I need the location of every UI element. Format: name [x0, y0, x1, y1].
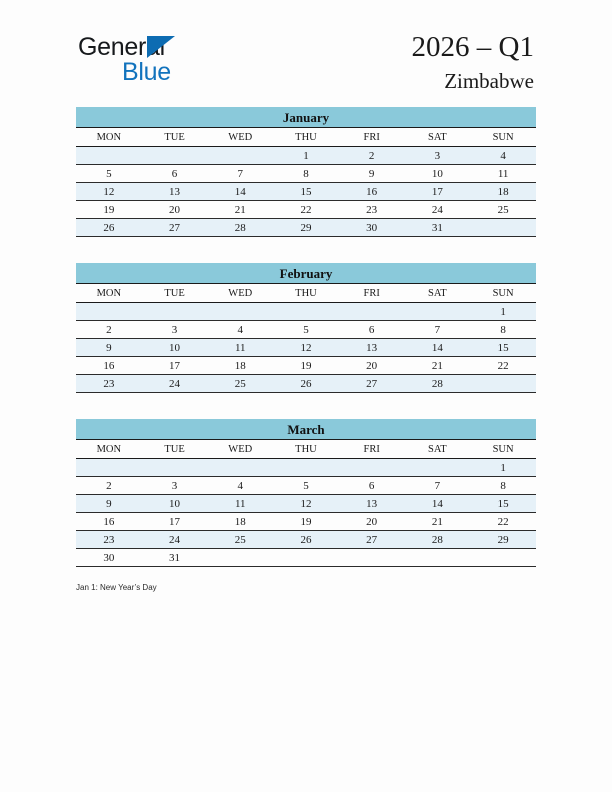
day-cell[interactable]: 31 [142, 549, 208, 567]
day-cell[interactable]: 7 [207, 165, 273, 183]
empty-cell [142, 147, 208, 165]
day-cell[interactable]: 28 [405, 531, 471, 549]
day-cell[interactable]: 4 [470, 147, 536, 165]
weekday-header-wed: WED [207, 284, 273, 303]
day-cell[interactable]: 19 [273, 513, 339, 531]
title-block [412, 30, 534, 95]
empty-cell [273, 303, 339, 321]
day-cell[interactable]: 28 [207, 219, 273, 237]
month-block [76, 263, 536, 393]
day-cell[interactable]: 12 [76, 183, 142, 201]
day-cell[interactable]: 9 [76, 495, 142, 513]
weekday-header-mon: MON [76, 284, 142, 303]
day-cell[interactable]: 9 [76, 339, 142, 357]
day-cell[interactable]: 17 [142, 357, 208, 375]
day-cell[interactable]: 6 [142, 165, 208, 183]
empty-cell [273, 549, 339, 567]
day-cell[interactable]: 16 [76, 513, 142, 531]
weekday-header-sun: SUN [470, 128, 536, 147]
day-cell[interactable]: 25 [470, 201, 536, 219]
day-cell[interactable]: 11 [470, 165, 536, 183]
day-cell[interactable]: 22 [470, 357, 536, 375]
brand-name-general: General [78, 33, 165, 61]
day-cell[interactable]: 22 [273, 201, 339, 219]
day-cell[interactable]: 20 [339, 357, 405, 375]
day-cell[interactable]: 23 [339, 201, 405, 219]
day-cell[interactable]: 9 [339, 165, 405, 183]
day-cell[interactable]: 14 [405, 339, 471, 357]
day-cell[interactable]: 15 [273, 183, 339, 201]
empty-cell [470, 219, 536, 237]
day-cell[interactable]: 13 [339, 495, 405, 513]
empty-cell [207, 459, 273, 477]
day-cell[interactable]: 6 [339, 477, 405, 495]
day-cell[interactable]: 10 [405, 165, 471, 183]
day-cell[interactable]: 3 [405, 147, 471, 165]
day-cell[interactable]: 28 [405, 375, 471, 393]
empty-cell [405, 303, 471, 321]
week-row [76, 303, 536, 321]
empty-cell [273, 459, 339, 477]
day-cell[interactable]: 3 [142, 321, 208, 339]
week-row [76, 531, 536, 549]
day-cell[interactable]: 2 [76, 477, 142, 495]
weekday-header-sun: SUN [470, 284, 536, 303]
weekday-header-fri: FRI [339, 440, 405, 459]
month-title: January [76, 107, 536, 128]
day-cell[interactable]: 26 [76, 219, 142, 237]
month-title: February [76, 263, 536, 284]
calendar-months [76, 107, 536, 593]
day-cell[interactable]: 11 [207, 495, 273, 513]
weekday-header-wed: WED [207, 128, 273, 147]
week-row [76, 165, 536, 183]
day-cell[interactable]: 14 [207, 183, 273, 201]
day-cell[interactable]: 8 [470, 321, 536, 339]
weekday-header-tue: TUE [142, 284, 208, 303]
page-header [0, 0, 612, 100]
weekday-header-fri: FRI [339, 284, 405, 303]
weekday-header-fri: FRI [339, 128, 405, 147]
day-cell[interactable]: 25 [207, 531, 273, 549]
weekday-header-mon: MON [76, 128, 142, 147]
day-cell[interactable]: 21 [207, 201, 273, 219]
day-cell[interactable]: 23 [76, 375, 142, 393]
empty-cell [142, 459, 208, 477]
footnote-item: Jan 1: New Year’s Day [76, 583, 157, 592]
month-grid [76, 440, 536, 567]
empty-cell [339, 459, 405, 477]
day-cell[interactable]: 11 [207, 339, 273, 357]
weekday-header-sat: SAT [405, 128, 471, 147]
triangle-flag-icon [147, 36, 175, 58]
brand-name-blue: Blue [122, 58, 171, 86]
empty-cell [207, 147, 273, 165]
weekday-header-sun: SUN [470, 440, 536, 459]
day-cell[interactable]: 3 [142, 477, 208, 495]
page-title: 2026 – Q1 [411, 31, 534, 63]
month-grid [76, 128, 536, 237]
week-row [76, 201, 536, 219]
weekday-header-row [76, 440, 536, 459]
day-cell[interactable]: 24 [142, 375, 208, 393]
day-cell[interactable]: 8 [470, 477, 536, 495]
weekday-header-sat: SAT [405, 440, 471, 459]
day-cell[interactable]: 31 [405, 219, 471, 237]
day-cell[interactable]: 10 [142, 495, 208, 513]
day-cell[interactable]: 24 [142, 531, 208, 549]
weekday-header-thu: THU [273, 440, 339, 459]
empty-cell [470, 549, 536, 567]
empty-cell [142, 303, 208, 321]
day-cell[interactable]: 29 [470, 531, 536, 549]
month-block [76, 107, 536, 237]
month-block [76, 419, 536, 567]
empty-cell [405, 459, 471, 477]
day-cell[interactable]: 12 [273, 339, 339, 357]
day-cell[interactable]: 1 [470, 459, 536, 477]
weekday-header-row [76, 128, 536, 147]
week-row [76, 459, 536, 477]
day-cell[interactable]: 21 [405, 513, 471, 531]
day-cell[interactable]: 16 [76, 357, 142, 375]
day-cell[interactable]: 25 [207, 375, 273, 393]
empty-cell [405, 549, 471, 567]
empty-cell [76, 303, 142, 321]
footnote-list [76, 582, 536, 594]
day-cell[interactable]: 20 [142, 201, 208, 219]
weekday-header-tue: TUE [142, 128, 208, 147]
day-cell[interactable]: 18 [207, 513, 273, 531]
empty-cell [339, 303, 405, 321]
day-cell[interactable]: 10 [142, 339, 208, 357]
day-cell[interactable]: 26 [273, 531, 339, 549]
day-cell[interactable]: 13 [142, 183, 208, 201]
week-row [76, 219, 536, 237]
day-cell[interactable]: 5 [76, 165, 142, 183]
empty-cell [76, 459, 142, 477]
day-cell[interactable]: 17 [405, 183, 471, 201]
empty-cell [339, 549, 405, 567]
week-row [76, 513, 536, 531]
day-cell[interactable]: 30 [339, 219, 405, 237]
day-cell[interactable]: 5 [273, 477, 339, 495]
month-title: March [76, 419, 536, 440]
day-cell[interactable]: 22 [470, 513, 536, 531]
day-cell[interactable]: 15 [470, 495, 536, 513]
day-cell[interactable]: 24 [405, 201, 471, 219]
day-cell[interactable]: 19 [273, 357, 339, 375]
weekday-header-thu: THU [273, 284, 339, 303]
empty-cell [207, 549, 273, 567]
empty-cell [207, 303, 273, 321]
day-cell[interactable]: 2 [76, 321, 142, 339]
week-row [76, 357, 536, 375]
month-grid [76, 284, 536, 393]
day-cell[interactable]: 16 [339, 183, 405, 201]
day-cell[interactable]: 15 [470, 339, 536, 357]
day-cell[interactable]: 30 [76, 549, 142, 567]
page-subtitle: Zimbabwe [444, 69, 534, 93]
day-cell[interactable]: 4 [207, 477, 273, 495]
weekday-header-mon: MON [76, 440, 142, 459]
day-cell[interactable]: 7 [405, 477, 471, 495]
weekday-header-sat: SAT [405, 284, 471, 303]
day-cell[interactable]: 18 [207, 357, 273, 375]
day-cell[interactable]: 27 [142, 219, 208, 237]
week-row [76, 147, 536, 165]
day-cell[interactable]: 19 [76, 201, 142, 219]
day-cell[interactable]: 18 [470, 183, 536, 201]
week-row [76, 495, 536, 513]
day-cell[interactable]: 27 [339, 531, 405, 549]
day-cell[interactable]: 20 [339, 513, 405, 531]
week-row [76, 183, 536, 201]
day-cell[interactable]: 21 [405, 357, 471, 375]
week-row [76, 549, 536, 567]
day-cell[interactable]: 5 [273, 321, 339, 339]
day-cell[interactable]: 13 [339, 339, 405, 357]
week-row [76, 477, 536, 495]
day-cell[interactable]: 23 [76, 531, 142, 549]
day-cell-holiday[interactable]: 1 [273, 147, 339, 165]
day-cell[interactable]: 17 [142, 513, 208, 531]
day-cell[interactable]: 12 [273, 495, 339, 513]
day-cell[interactable]: 2 [339, 147, 405, 165]
empty-cell [470, 375, 536, 393]
weekday-header-row [76, 284, 536, 303]
day-cell[interactable]: 1 [470, 303, 536, 321]
day-cell[interactable]: 4 [207, 321, 273, 339]
brand-logo[interactable] [78, 33, 278, 85]
week-row [76, 321, 536, 339]
empty-cell [76, 147, 142, 165]
weekday-header-tue: TUE [142, 440, 208, 459]
weekday-header-thu: THU [273, 128, 339, 147]
weekday-header-wed: WED [207, 440, 273, 459]
day-cell[interactable]: 26 [273, 375, 339, 393]
day-cell[interactable]: 29 [273, 219, 339, 237]
day-cell[interactable]: 8 [273, 165, 339, 183]
day-cell[interactable]: 14 [405, 495, 471, 513]
week-row [76, 375, 536, 393]
week-row [76, 339, 536, 357]
day-cell[interactable]: 7 [405, 321, 471, 339]
day-cell[interactable]: 27 [339, 375, 405, 393]
day-cell[interactable]: 6 [339, 321, 405, 339]
